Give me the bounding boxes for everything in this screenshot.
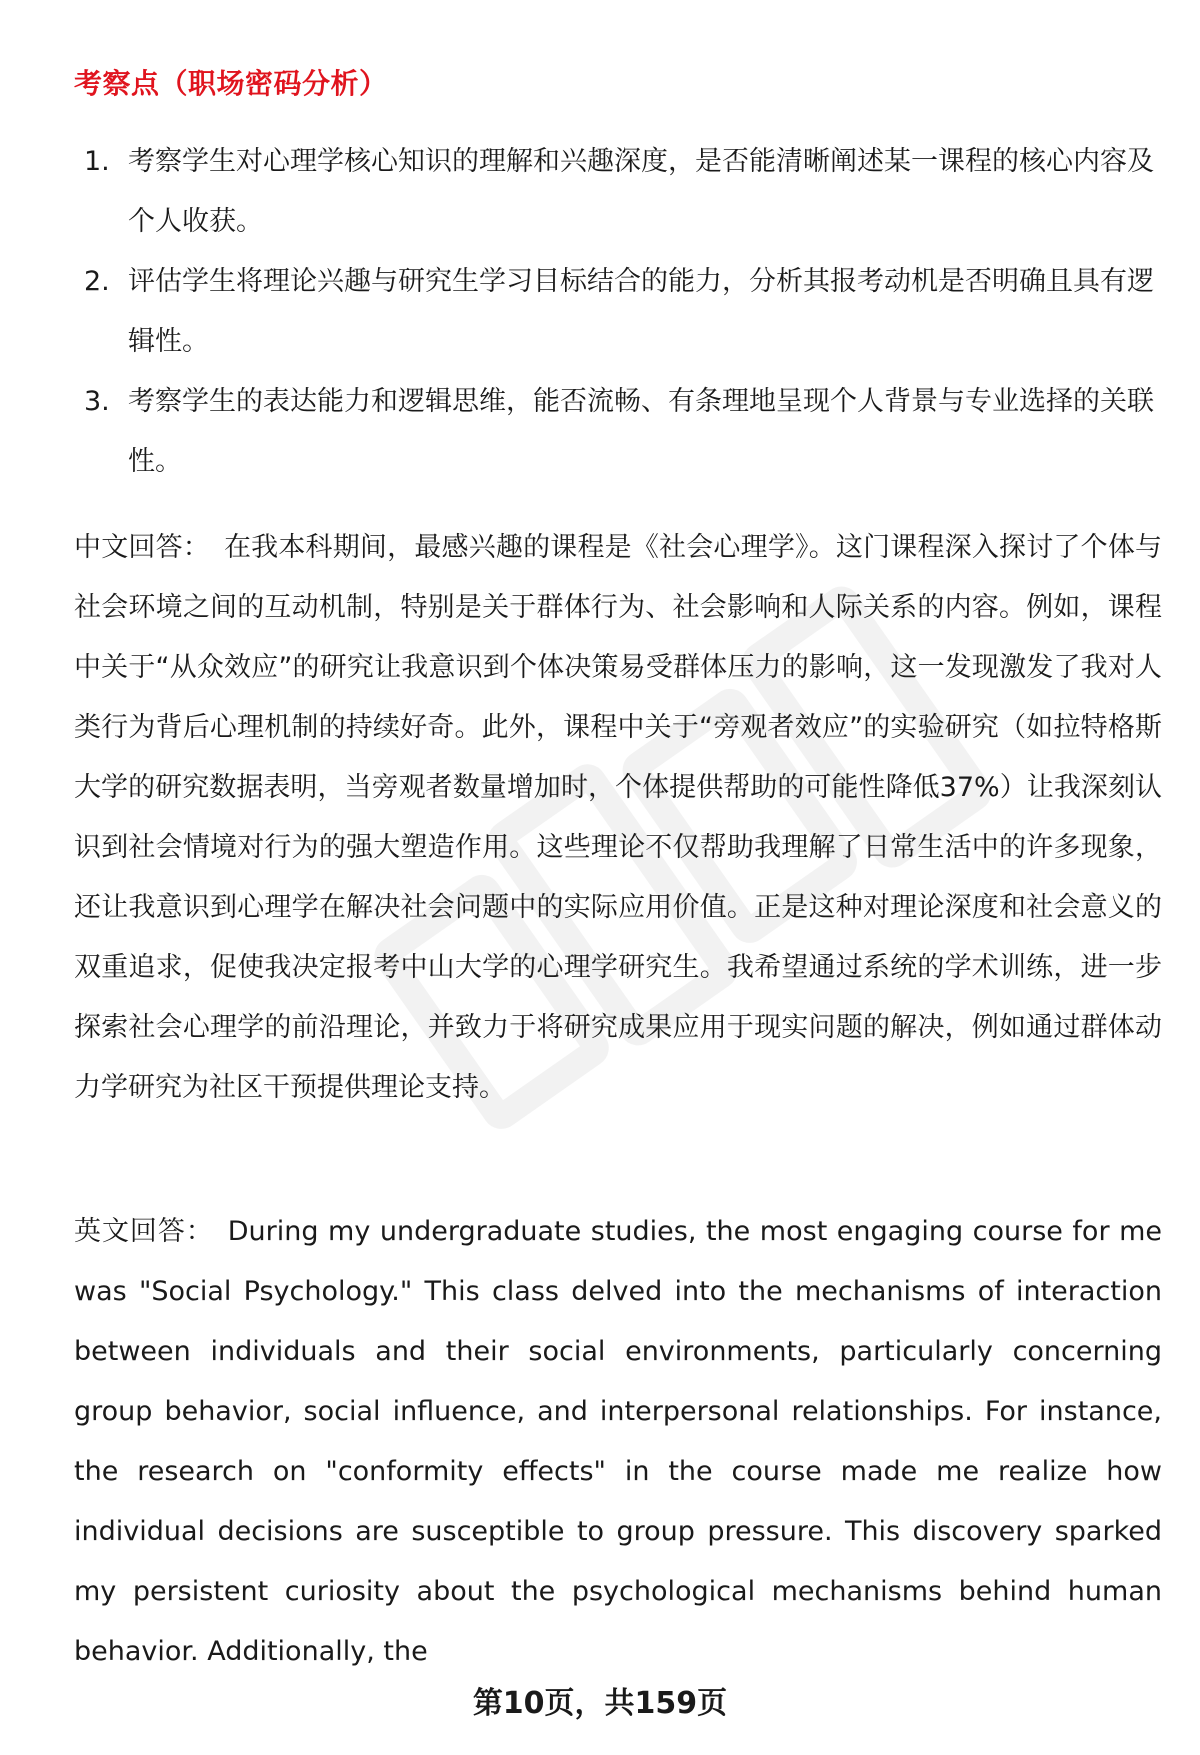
page-number: 第10页，共159页 [472, 1686, 728, 1721]
list-item [74, 252, 1154, 372]
assessment-points-list [74, 132, 1154, 492]
chinese-answer [74, 518, 1162, 1118]
list-item-number: 3. [84, 386, 110, 417]
list-item [74, 372, 1154, 492]
list-item-number: 1. [84, 146, 110, 177]
section-heading: 考察点（职场密码分析） [74, 67, 388, 100]
list-item-text: 考察学生的表达能力和逻辑思维，能否流畅、有条理地呈现个人背景与专业选择的关联性。 [128, 386, 1154, 477]
english-answer-text: During my undergraduate studies, the most engaging course for me was "Social Psychology." This class delved into the mechanisms of interaction between individuals and their social environments, particularly concerning group behavior, social influence, and interpersonal relationships. For instance, the research on "conformity effects" in the course made me realize how individual decisions are susceptible to group pressure. This discovery sparked my persistent curiosity about the psychological mechanisms behind human behavior. Additionally, the [74, 1216, 1162, 1667]
chinese-answer-text: 在我本科期间，最感兴趣的课程是《社会心理学》。这门课程深入探讨了个体与社会环境之间的互动机制，特别是关于群体行为、社会影响和人际关系的内容。例如，课程中关于“从众效应”的研究让我意识到个体决策易受群体压力的影响，这一发现激发了我对人类行为背后心理机制的持续好奇。此外，课程中关于“旁观者效应”的实验研究（如拉特格斯大学的研究数据表明，当旁观者数量增加时，个体提供帮助的可能性降低37%）让我深刻认识到社会情境对行为的强大塑造作用。这些理论不仅帮助我理解了日常生活中的许多现象，还让我意识到心理学在解决社会问题中的实际应用价值。正是这种对理论深度和社会意义的双重追求，促使我决定报考中山大学的心理学研究生。我希望通过系统的学术训练，进一步探索社会心理学的前沿理论，并致力于将研究成果应用于现实问题的解决，例如通过群体动力学研究为社区干预提供理论支持。 [74, 532, 1163, 1103]
english-answer-label: 英文回答： [74, 1216, 214, 1247]
english-answer [74, 1202, 1162, 1682]
list-item [74, 132, 1154, 252]
list-item-number: 2. [84, 266, 110, 297]
list-item-text: 评估学生将理论兴趣与研究生学习目标结合的能力，分析其报考动机是否明确且具有逻辑性。 [128, 266, 1154, 357]
chinese-answer-label: 中文回答： [74, 532, 210, 563]
list-item-text: 考察学生对心理学核心知识的理解和兴趣深度，是否能清晰阐述某一课程的核心内容及个人收获。 [128, 146, 1154, 237]
